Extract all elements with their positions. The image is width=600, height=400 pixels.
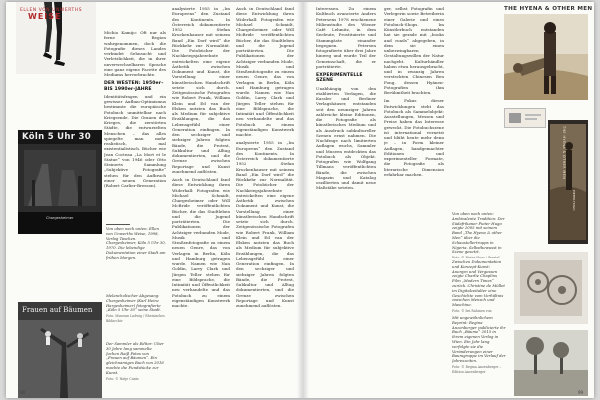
caption-credit-3: Foto: © Hatje Cantz: [106, 376, 139, 381]
caption-rule: [106, 224, 130, 225]
spread-gutter: [297, 2, 309, 398]
right-col-b-text: ger, selbst Fotografin und Verlegerin sowie Betreiberin einer Galerie und eines Fotobuch-Shops. Im Künstlerbuch entstanden hat sie gerade mit „books and roads“ abgegeben, in dem sie einen unbezwingbaren Gestaltungswillen der Natur nachgeht. Kulturhändler haben etwa herausgebracht, und in zwanzig Jahren versteckten Chinesen Ben Fong, dessen Hyänen-Fotografien ihm Berühmtheit brachten.: [384, 6, 444, 95]
right-page-number: 99: [578, 390, 584, 395]
caption-credit-6: Foto: © Regina Anzenberger – Edition Anzenberger: [452, 364, 502, 374]
caption-credit-5: Foto: © bei Rahmen von: [452, 308, 492, 312]
left-column-b: [172, 6, 230, 394]
left-col-a-text-2: Identitätsfragen und ein gewisser Aufbau-Optimismus bestimmte die europäische Fotobuch unmittelbar nach Kriegsende. Die Grauen des Krieges, die zerstörten Städte, die entwurzelten Menschen – das alles spiegelte man mehr realistisch, mal existentialistisch. Bücher wie Jean Cocteau „La Mort et le Statue“ von 1946 oder Otto Steinerts Sammlung „Subjektive Fotografie“ stehen für den Aufbruch einer neuen Generation (Robert Carlier-Bresson).: [104, 93, 166, 188]
cover-title-top: ELLEN VON UNWERTHS: [20, 8, 83, 13]
left-col-c-text-2: analysierte 1955 in „Im Europeens“ den Zustand des Kontinents. In Österreich dokumentierte 1952 Stefan Kruckenhauser mit seinem Band „Ein Dorf wird“ die Rückkehr zur Normalität. Die Fotobücher der Nachkriegsjahrzehnte entwickelten eine eigene Ästhetik zwischen Dokument und Kunst, die Vorstellung einer künstlerischen Handschrift setzte sich durch. Zeitgenössische Fotografen wie Robert Frank, William Klein und Ed van der Elsken nutzten das Buch als Medium für subjektive Erzählungen, die das Lebensgefühl einer Generation einfingen. In den sechziger und siebziger Jahren folgten Bände, die Protest, Subkultur und Alltag dokumentierten, und die Grenze zwischen Reportage und Kunst zunehmend auflösten.: [236, 140, 294, 308]
cover-title-main: WEISE: [28, 12, 62, 21]
left-col-c-text: Auch in Deutschland fand diese Entwicklung ihren Widerhall: Fotografen wie Michael Schmidt, Chargesheimer oder Will McBride veröffentlichten Bücher, die das Stadtleben und die Jugend porträtierten. Die Publikationen der Achtziger verbanden Mode, Musik und Straßenfotografie zu einem neuen Genre, das von Verlagen in Berlin, Köln und Hamburg getragen wurde. Namen wie Nan Goldin, Larry Clark und Jürgen Teller stehen für eine Bildsprache, die Intimität und Öffentlichkeit neu verhandelte und das Fotobuch zu einem eigenständigen Kunstwerk machte.: [236, 6, 294, 137]
caption-text-1: Von oben nach unten: Ellen von Unwerths Weise, 1998, Verlag Taschen. Chargesheimer, Köln 5 Uhr 30, 1970. Die lebendige Dokumentation einer Stadt am frühen Morgen.: [106, 226, 166, 260]
hyena-book-cover: [548, 120, 588, 244]
hyena-book-author: PIETER HUGO: [572, 190, 576, 211]
left-page-number: 98: [20, 390, 26, 395]
hyena-photo: [504, 14, 588, 100]
right-col-b-text-2: Im Fokus dieser Entwicklungen steht das Fotobuch als Sammelobjekt: Ausstellungen, Messen und Preise haben das Interesse geweckt. Die Fotobuchszene ist international vernetzt und blüht heute mehr denn je – in Form kleiner Auflagen, handgemachter Editionen und experimenteller Formate, die Fotografie als literarische Dimension erfahrbar machen.: [384, 98, 444, 177]
caption-credit-4: [452, 256, 506, 258]
cover-frauen-image: [18, 302, 102, 398]
caption-text-2: Melancholischer Abgesang: Chargesheimer (Karl Heinz Hargesheimer) fotografierte „Köln 5 Uhr 30“ seine Stadt.: [106, 294, 161, 313]
small-inline-photo: [504, 108, 546, 128]
caption-modern-times: [452, 260, 506, 312]
caption-frauen: [106, 342, 166, 394]
hyena-book-title: THE HYENA & OTHER MEN: [562, 126, 566, 180]
koeln-cover-title: Köln 5 Uhr 30: [22, 132, 91, 142]
cover-modern-times: [514, 252, 588, 324]
section-heading-experimental: EXPERIMENTELLE SZENE: [316, 73, 363, 84]
caption-cover-weise: [106, 224, 166, 264]
right-column-b: [384, 6, 444, 394]
hyena-man-photo: [504, 14, 588, 100]
frauen-cover-photo: [18, 302, 102, 398]
baeume-cover-photo: [514, 330, 588, 396]
cover-weise-image: [16, 2, 96, 74]
koeln-cover-author: Chargesheimer: [46, 216, 74, 220]
caption-text-6: Mit ungewöhnlichem Reprint: Regina Anzenberger publizierte ihr Buch „Bäume“ 2015 in ihrem eigenen Verlag in Wien. Ein Jahr lang verfolgte sie die Veränderungen einer Baumgruppe im Verlauf der Jahreszeiten.: [452, 316, 506, 364]
frauen-cover-title: Frauen auf Bäumen: [22, 306, 93, 314]
left-col-b-text: analysierte 1955 in „Im Europeens“ den Zustand des Kontinents. In Österreich dokumentierte 1952 Stefan Kruckenhauser mit seinem Band „Ein Dorf wird“ die Rückkehr zur Normalität. Die Fotobücher der Nachkriegsjahrzehnte entwickelten eine eigene Ästhetik zwischen Dokument und Kunst, die Vorstellung einer künstlerischen Handschrift setzte sich durch. Zeitgenössische Fotografen wie Robert Frank, William Klein und Ed van der Elsken nutzten das Buch als Medium für subjektive Erzählungen, die das Lebensgefühl einer Generation einfingen. In den sechziger und siebziger Jahren folgten Bände, die Protest, Subkultur und Alltag dokumentierten, und die Grenze zwischen Reportage und Kunst zunehmend auflösten.: [172, 6, 230, 174]
running-head: THE HYENA & OTHER MEN: [504, 6, 593, 12]
left-col-b-text-2: Auch in Deutschland fand diese Entwicklung ihren Widerhall: Fotografen wie Michael Schmidt, Chargesheimer oder Will McBride veröffentlichten Bücher, die das Stadtleben und die Jugend porträtierten. Die Publikationen der Achtziger verbanden Mode, Musik und Straßenfotografie zu einem neuen Genre, das von Verlagen in Berlin, Köln und Hamburg getragen wurde. Namen wie Nan Goldin, Larry Clark und Jürgen Teller stehen für eine Bildsprache, die Intimität und Öffentlichkeit neu verhandelte und das Fotobuch zu einem eigenständigen Kunstwerk machte.: [172, 177, 230, 308]
caption-credit-2: Foto: Museum Ludwig / Rheinisches Bildarchiv: [106, 314, 165, 323]
caption-text-4: Von oben nach unten: Ambivalente Tradition: Der Südafrikaner Pieter Hugo zeigte 2005 mit seinem Band „The Hyena & other Men“ über die Schaustellertrupps in Nigeria. Selbstbewusst in Szene gesetzt.: [452, 212, 505, 255]
caption-koeln: [106, 294, 166, 338]
right-col-a-text: Interessen. Zu einem Kultbuch avancierte Anders Petersens 1978 erschienene Milieustudie des Wiener Café Lehmitz, in dem Seeleute, Prostituierte und Stammgäste einander begegnen. Petersen fotografierte über drei Jahre hinweg und wurde Teil der Gemeinschaft, die er porträtierte.: [316, 6, 376, 69]
hyena-book-photo: [548, 120, 588, 244]
right-column-a: [316, 6, 376, 394]
right-col-a-text-2: Unabhängig von den etablierten Verlagen, die Kassler und Berliner Verlagshäuser, entstanden seit den neunziger Jahren zahlreiche kleine Editionen, die Fotografie als künstlerisches Medium und als Ausdruck subkultureller Szenen ernst nahmen. Die Nachfrage nach limitierten Auflagen wuchs, Sammler und Museen entdeckten das Fotobuch als Objekt. Fotografen wie Wolfgang Tillmans veröffentlichten Bände, die zwischen Magazin und Katalog oszillierten und damit neue Maßstäbe setzten.: [316, 85, 376, 191]
modern-times-cover-photo: [514, 252, 588, 324]
small-photo-graphic: [505, 109, 545, 127]
left-column-c: [236, 6, 294, 394]
caption-text-3: Der Sammler als Editor: Über 30 Jahre lang sammelte Jochen Raiß Fotos von „Frauen auf Bäumen“. Ein gleichnamiges Buch von 2016 machte die Fundstücke zur Kunst.: [106, 342, 164, 375]
cover-koeln-image: [18, 130, 102, 234]
caption-baeume: [452, 316, 506, 394]
magazine-spread: [6, 2, 594, 398]
left-col-a-text: Michio Kamijo: Oft nur als ferne Region wahrgenommen, doch die Fotografie dieses Landes verbindet Sehnsucht und Verletzlichkeit, die in ihrer unverwechselbaren Sprache eine ganz eigene Facette des Mediums hervorbrachte.: [104, 30, 166, 77]
cover-baeume: [514, 330, 588, 396]
section-heading-west: DER WESTEN: 1950er–BIS 1990er-JAHRE: [104, 81, 164, 92]
caption-hyena: [452, 212, 506, 258]
caption-text-5: Zwischen Dokumentation und Konzept-Kunst: Anonym und Vergessen zeigte Charlie Chaplins Film „Modern Times“ zurück. Christine de Müllet im Digitalzeitalter eine Geschichte vom Verhältnis zwischen Mensch und Maschine.: [452, 260, 505, 308]
